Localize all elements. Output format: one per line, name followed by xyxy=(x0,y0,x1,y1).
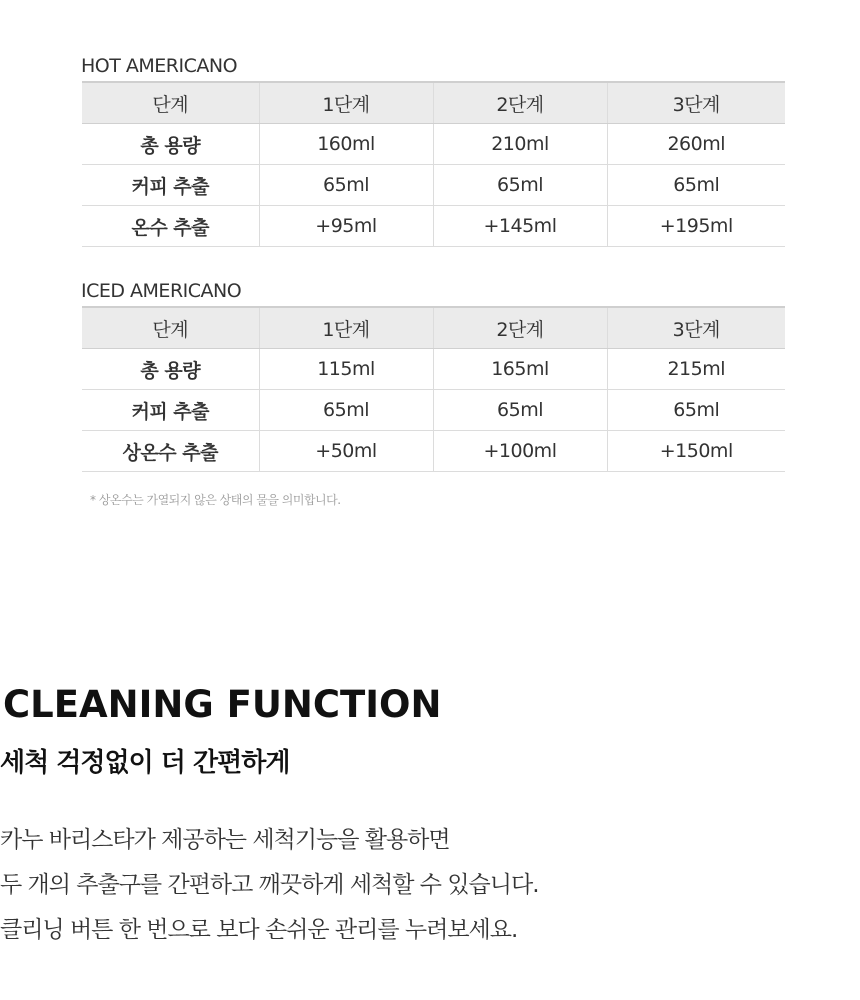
cleaning-subtitle: 세척 걱정없이 더 간편하게 xyxy=(0,748,290,778)
table-cell: 210ml xyxy=(433,124,607,165)
table-cell: 165ml xyxy=(433,349,607,390)
table-cell: 65ml xyxy=(607,165,785,206)
description-line: 두 개의 추출구를 간편하고 깨끗하게 세척할 수 있습니다. xyxy=(0,872,539,898)
table-row xyxy=(82,165,785,206)
header-level-1: 1단계 xyxy=(259,307,433,349)
table-cell: +150ml xyxy=(607,431,785,472)
header-stage: 단계 xyxy=(82,307,259,349)
table-row xyxy=(82,390,785,431)
description-line: 클리닝 버튼 한 번으로 보다 손쉬운 관리를 누려보세요. xyxy=(0,917,518,943)
table-cell: 65ml xyxy=(259,390,433,431)
cleaning-function-title: CLEANING FUNCTION xyxy=(3,683,442,726)
row-label-room-water: 상온수 추출 xyxy=(82,431,259,472)
table-cell: +145ml xyxy=(433,206,607,247)
table-cell: 260ml xyxy=(607,124,785,165)
table-cell: 65ml xyxy=(259,165,433,206)
row-label-water: 온수 추출 xyxy=(82,206,259,247)
header-stage: 단계 xyxy=(82,82,259,124)
hot-americano-title: HOT AMERICANO xyxy=(81,55,238,77)
hot-americano-section xyxy=(82,51,785,247)
cleaning-description xyxy=(0,818,539,953)
iced-americano-section xyxy=(82,276,785,472)
description-line: 카누 바리스타가 제공하는 세척기능을 활용하면 xyxy=(0,827,450,853)
table-cell: +195ml xyxy=(607,206,785,247)
row-label-coffee: 커피 추출 xyxy=(82,165,259,206)
table-header-row xyxy=(82,307,785,349)
table-cell: 215ml xyxy=(607,349,785,390)
table-row xyxy=(82,431,785,472)
table-cell: +100ml xyxy=(433,431,607,472)
table-cell: 65ml xyxy=(607,390,785,431)
table-cell: 65ml xyxy=(433,165,607,206)
table-row xyxy=(82,206,785,247)
table-cell: +50ml xyxy=(259,431,433,472)
table-cell: 160ml xyxy=(259,124,433,165)
footnote: * 상온수는 가열되지 않은 상태의 물을 의미합니다. xyxy=(90,493,341,507)
table-row xyxy=(82,124,785,165)
iced-americano-table xyxy=(82,306,785,472)
iced-americano-title: ICED AMERICANO xyxy=(81,280,242,302)
header-level-2: 2단계 xyxy=(433,82,607,124)
table-cell: 115ml xyxy=(259,349,433,390)
row-label-total: 총 용량 xyxy=(82,124,259,165)
header-level-3: 3단계 xyxy=(607,82,785,124)
table-cell: +95ml xyxy=(259,206,433,247)
hot-americano-table xyxy=(82,81,785,247)
table-cell: 65ml xyxy=(433,390,607,431)
header-level-3: 3단계 xyxy=(607,307,785,349)
header-level-2: 2단계 xyxy=(433,307,607,349)
row-label-total: 총 용량 xyxy=(82,349,259,390)
header-level-1: 1단계 xyxy=(259,82,433,124)
table-row xyxy=(82,349,785,390)
row-label-coffee: 커피 추출 xyxy=(82,390,259,431)
table-header-row xyxy=(82,82,785,124)
